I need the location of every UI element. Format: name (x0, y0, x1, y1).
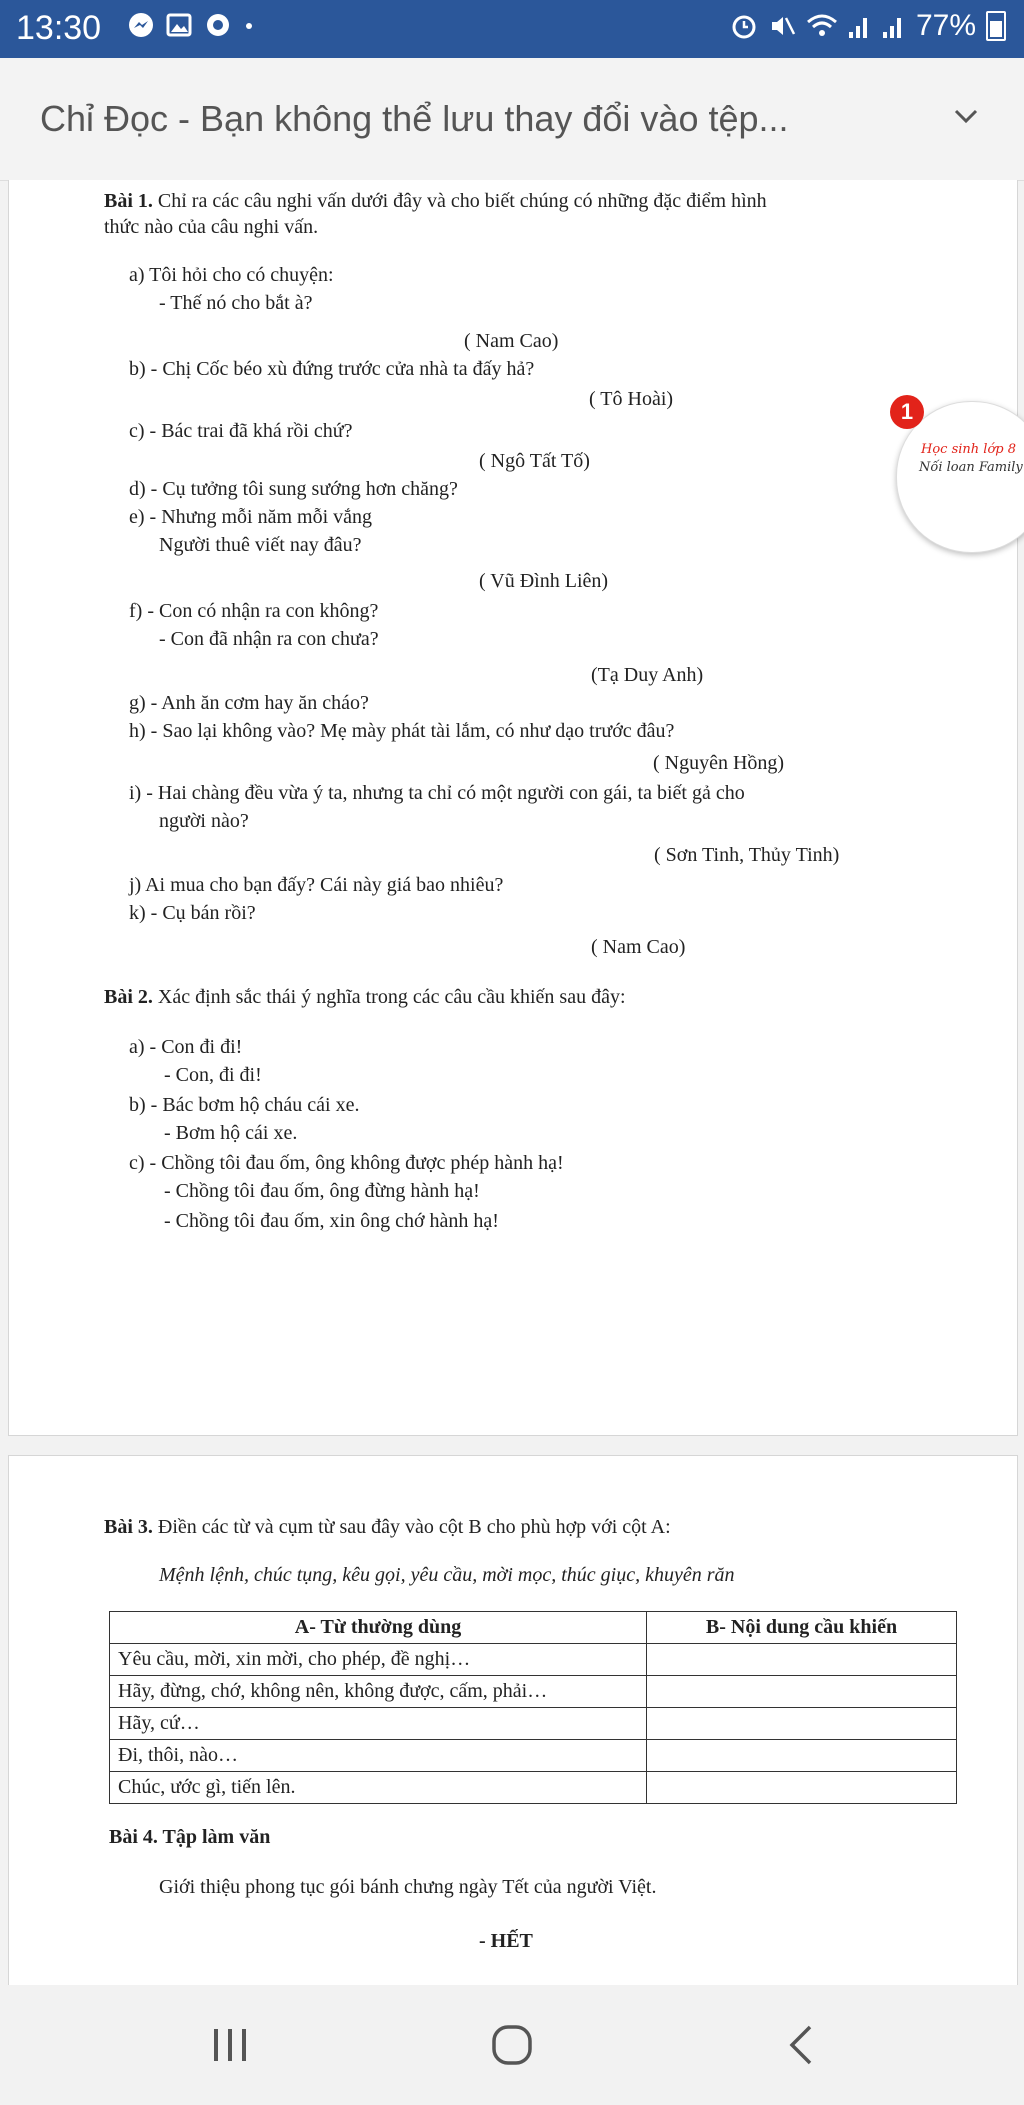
chat-head-bubble[interactable] (890, 395, 1024, 550)
item-line: - Thế nó cho bắt à? (159, 292, 313, 314)
dot-icon (244, 12, 254, 38)
back-icon[interactable] (762, 2015, 842, 2075)
table-row (110, 1676, 957, 1708)
bubble-logo-line1: Học sinh lớp 8 (921, 442, 1016, 457)
table-row (110, 1708, 957, 1740)
table-cell-empty (647, 1676, 957, 1708)
status-bar (0, 0, 1024, 58)
item-line: e) - Nhưng mỗi năm mỗi vắng (129, 506, 373, 528)
signal-icon (848, 12, 872, 40)
bai2-line: - Chồng tôi đau ốm, xin ông chớ hành hạ! (164, 1210, 499, 1232)
item-source: ( Ngô Tất Tố) (479, 450, 590, 472)
sync-icon (204, 12, 232, 38)
table-cell: Hãy, đừng, chớ, không nên, không được, cấm, phải… (110, 1676, 647, 1708)
battery-percent: 77% (915, 9, 976, 42)
bai2-line: b) - Bác bơm hộ cháu cái xe. (129, 1094, 360, 1116)
bai1-text: thức nào của câu nghi vấn. (104, 216, 319, 238)
gallery-icon (166, 12, 192, 38)
item-source: ( Nam Cao) (591, 936, 686, 958)
battery-icon (986, 11, 1006, 41)
wifi-icon (806, 12, 838, 40)
table-cell: Yêu cầu, mời, xin mời, cho phép, đề nghị… (110, 1644, 647, 1676)
signal-icon (882, 12, 906, 40)
item-line: g) - Anh ăn cơm hay ăn cháo? (129, 692, 369, 714)
chevron-down-icon[interactable] (946, 96, 986, 136)
item-line: h) - Sao lại không vào? Mẹ mày phát tài lắm, có như dạo trước đâu? (129, 720, 675, 742)
bai3-table (109, 1611, 957, 1804)
bai2-heading: Bài 2. Xác định sắc thái ý nghĩa trong các câu cầu khiến sau đây: (104, 986, 626, 1008)
item-source: ( Sơn Tinh, Thủy Tinh) (654, 844, 840, 866)
item-line: người nào? (159, 810, 249, 832)
table-cell: Đi, thôi, nào… (110, 1740, 647, 1772)
table-cell-empty (647, 1740, 957, 1772)
item-line: k) - Cụ bán rồi? (129, 902, 256, 924)
table-cell: Chúc, ước gì, tiến lên. (110, 1772, 647, 1804)
item-line: c) - Bác trai đã khá rồi chứ? (129, 420, 353, 442)
table-cell-empty (647, 1708, 957, 1740)
bai4-text: Giới thiệu phong tục gói bánh chưng ngày Tết của người Việt. (159, 1876, 657, 1898)
item-source: ( Nam Cao) (464, 330, 559, 352)
table-cell-empty (647, 1772, 957, 1804)
item-source: (Tạ Duy Anh) (591, 664, 704, 686)
table-cell-empty (647, 1644, 957, 1676)
banner-title: Chỉ Đọc - Bạn không thể lưu thay đổi vào tệp... (40, 98, 789, 139)
mute-icon (768, 12, 796, 40)
item-line: a) Tôi hỏi cho có chuyện: (129, 264, 334, 286)
bai2-line: - Bơm hộ cái xe. (164, 1122, 298, 1144)
bai2-line: - Con, đi đi! (164, 1064, 262, 1086)
android-nav-bar (0, 1985, 1024, 2105)
bai2-line: c) - Chồng tôi đau ốm, ông không được phép hành hạ! (129, 1152, 564, 1174)
item-source: ( Vũ Đình Liên) (479, 570, 609, 592)
item-source: ( Tô Hoài) (589, 388, 674, 410)
item-line: i) - Hai chàng đều vừa ý ta, nhưng ta chỉ có một người con gái, ta biết gả cho (129, 782, 745, 804)
end-marker: - HẾT (479, 1930, 533, 1952)
alarm-icon (730, 12, 758, 40)
item-line: d) - Cụ tưởng tôi sung sướng hơn chăng? (129, 478, 458, 500)
item-line: Người thuê viết nay đâu? (159, 534, 362, 556)
table-row (110, 1644, 957, 1676)
column-b-header: B- Nội dung cầu khiến (647, 1612, 957, 1644)
table-row (110, 1772, 957, 1804)
document-page-1 (8, 180, 1018, 1436)
status-time: 13:30 (16, 9, 102, 47)
notification-count: 1 (890, 395, 924, 429)
item-line: b) - Chị Cốc béo xù đứng trước cửa nhà ta đấy hả? (129, 358, 535, 380)
bai4-heading: Bài 4. Tập làm văn (109, 1826, 271, 1848)
messenger-icon (128, 12, 154, 38)
item-line: - Con đã nhận ra con chưa? (159, 628, 379, 650)
item-line: f) - Con có nhận ra con không? (129, 600, 379, 622)
bai2-line: - Chồng tôi đau ốm, ông đừng hành hạ! (164, 1180, 480, 1202)
table-cell: Hãy, cứ… (110, 1708, 647, 1740)
item-source: ( Nguyên Hồng) (653, 752, 785, 774)
column-a-header: A- Từ thường dùng (110, 1612, 647, 1644)
bubble-logo-line2: Nối loan Family (919, 460, 1023, 475)
document-page-2 (8, 1455, 1018, 1987)
home-icon[interactable] (472, 2015, 552, 2075)
bai3-heading: Bài 3. Điền các từ và cụm từ sau đây vào cột B cho phù hợp với cột A: (104, 1516, 671, 1538)
item-line: j) Ai mua cho bạn đấy? Cái này giá bao nhiêu? (129, 874, 504, 896)
recent-apps-icon[interactable] (190, 2015, 270, 2075)
table-header-row (110, 1612, 957, 1644)
bai3-words: Mệnh lệnh, chúc tụng, kêu gọi, yêu cầu, mời mọc, thúc giục, khuyên răn (159, 1564, 735, 1586)
table-row (110, 1740, 957, 1772)
bai2-line: a) - Con đi đi! (129, 1036, 243, 1058)
bai1-heading: Bài 1. Chỉ ra các câu nghi vấn dưới đây và cho biết chúng có những đặc điểm hình (104, 190, 767, 212)
read-only-banner[interactable] (0, 58, 1024, 181)
